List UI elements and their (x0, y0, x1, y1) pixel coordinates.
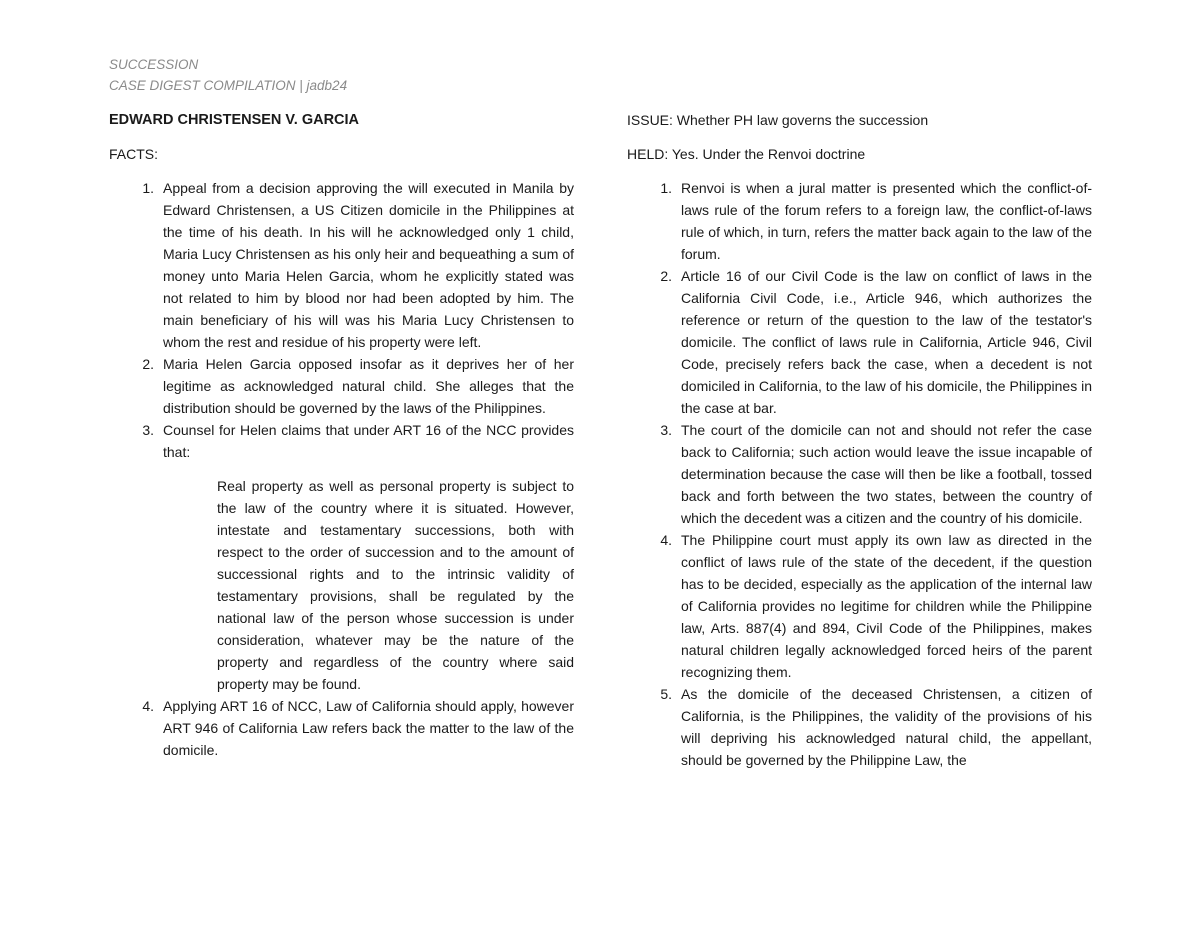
list-text: The Philippine court must apply its own law as directed in the conflict of laws rule of the state of the decedent, if the question has to be decided, especially as the application of the internal law of California provides no legitime for children while the Philippine law, Arts. 887(4) and 894, Civil Code of the Philippines, makes natural children legally acknowledged forced heirs of the parent recognizing them. (681, 532, 1092, 680)
list-item (109, 177, 574, 353)
list-item (109, 695, 574, 761)
list-number: 3. (660, 422, 672, 438)
list-text: Counsel for Helen claims that under ART 16 of the NCC provides that: (163, 422, 574, 460)
list-text: Applying ART 16 of NCC, Law of California should apply, however ART 946 of California Law refers back the matter to the law of the domicile. (163, 698, 574, 758)
held-list (627, 177, 1092, 771)
list-text: Renvoi is when a jural matter is presented which the conflict-of-laws rule of the forum refers to a foreign law, the conflict-of-laws rule of which, in turn, refers the matter back again to the law of the forum. (681, 180, 1092, 262)
list-number: 3. (142, 422, 154, 438)
issue-line: ISSUE: Whether PH law governs the succession (627, 112, 929, 128)
block-quote (109, 475, 574, 695)
list-number: 2. (660, 268, 672, 284)
list-text: As the domicile of the deceased Christensen, a citizen of California, is the Philippines, the validity of the provisions of his will depriving his acknowledged natural child, the appellant, should be governed by the Philippine Law, the (681, 686, 1092, 768)
facts-label: FACTS: (109, 146, 159, 162)
right-column (627, 109, 1092, 771)
list-text: Appeal from a decision approving the will executed in Manila by Edward Christensen, a US Citizen domicile in the Philippines at the time of his death. In his will he acknowledged only 1 child, Maria Lucy Christensen as his only heir and bequeathing a sum of money unto Maria Helen Garcia, whom he explicitly stated was not related to him by blood nor had been adopted by him. The main beneficiary of his will was his Maria Lucy Christensen to whom the rest and residue of his property were left. (163, 180, 574, 350)
list-item (627, 529, 1092, 683)
list-item (627, 683, 1092, 771)
list-number: 2. (142, 356, 154, 372)
list-number: 1. (660, 180, 672, 196)
header-subject: SUCCESSION (109, 57, 199, 72)
case-title: EDWARD CHRISTENSEN V. GARCIA (109, 112, 360, 128)
list-number: 4. (660, 532, 672, 548)
list-number: 4. (142, 698, 154, 714)
list-number: 5. (660, 686, 672, 702)
document-header (109, 54, 347, 96)
held-line: HELD: Yes. Under the Renvoi doctrine (627, 146, 866, 162)
header-compilation: CASE DIGEST COMPILATION | jadb24 (109, 78, 348, 93)
list-item (627, 419, 1092, 529)
list-text: The court of the domicile can not and should not refer the case back to California; such action would leave the issue incapable of determination because the case will then be like a football, tossed back and forth between the two states, between the country of which the decedent was a citizen and the country of his domicile. (681, 422, 1092, 526)
list-item (109, 353, 574, 419)
list-text: Article 16 of our Civil Code is the law on conflict of laws in the California Civil Code, i.e., Article 946, which authorizes the reference or return of the question to the law of the testator's domicile. The conflict of laws rule in California, Article 946, Civil Code, precisely refers back the case, when a decedent is not domiciled in California, to the law of his domicile, the Philippines in the case at bar. (681, 268, 1092, 416)
left-column (109, 109, 574, 761)
list-item (627, 265, 1092, 419)
list-item (627, 177, 1092, 265)
list-item (109, 419, 574, 463)
list-number: 1. (142, 180, 154, 196)
facts-list (109, 177, 574, 761)
list-text: Maria Helen Garcia opposed insofar as it deprives her of her legitime as acknowledged natural child. She alleges that the distribution should be governed by the laws of the Philippines. (163, 356, 574, 416)
quote-text: Real property as well as personal property is subject to the law of the country where it is situated. However, intestate and testamentary successions, both with respect to the order of succession and to the amount of successional rights and to the intrinsic validity of testamentary provisions, shall be regulated by the national law of the person whose succession is under consideration, whatever may be the nature of the property and regardless of the country where said property may be found. (217, 478, 574, 692)
